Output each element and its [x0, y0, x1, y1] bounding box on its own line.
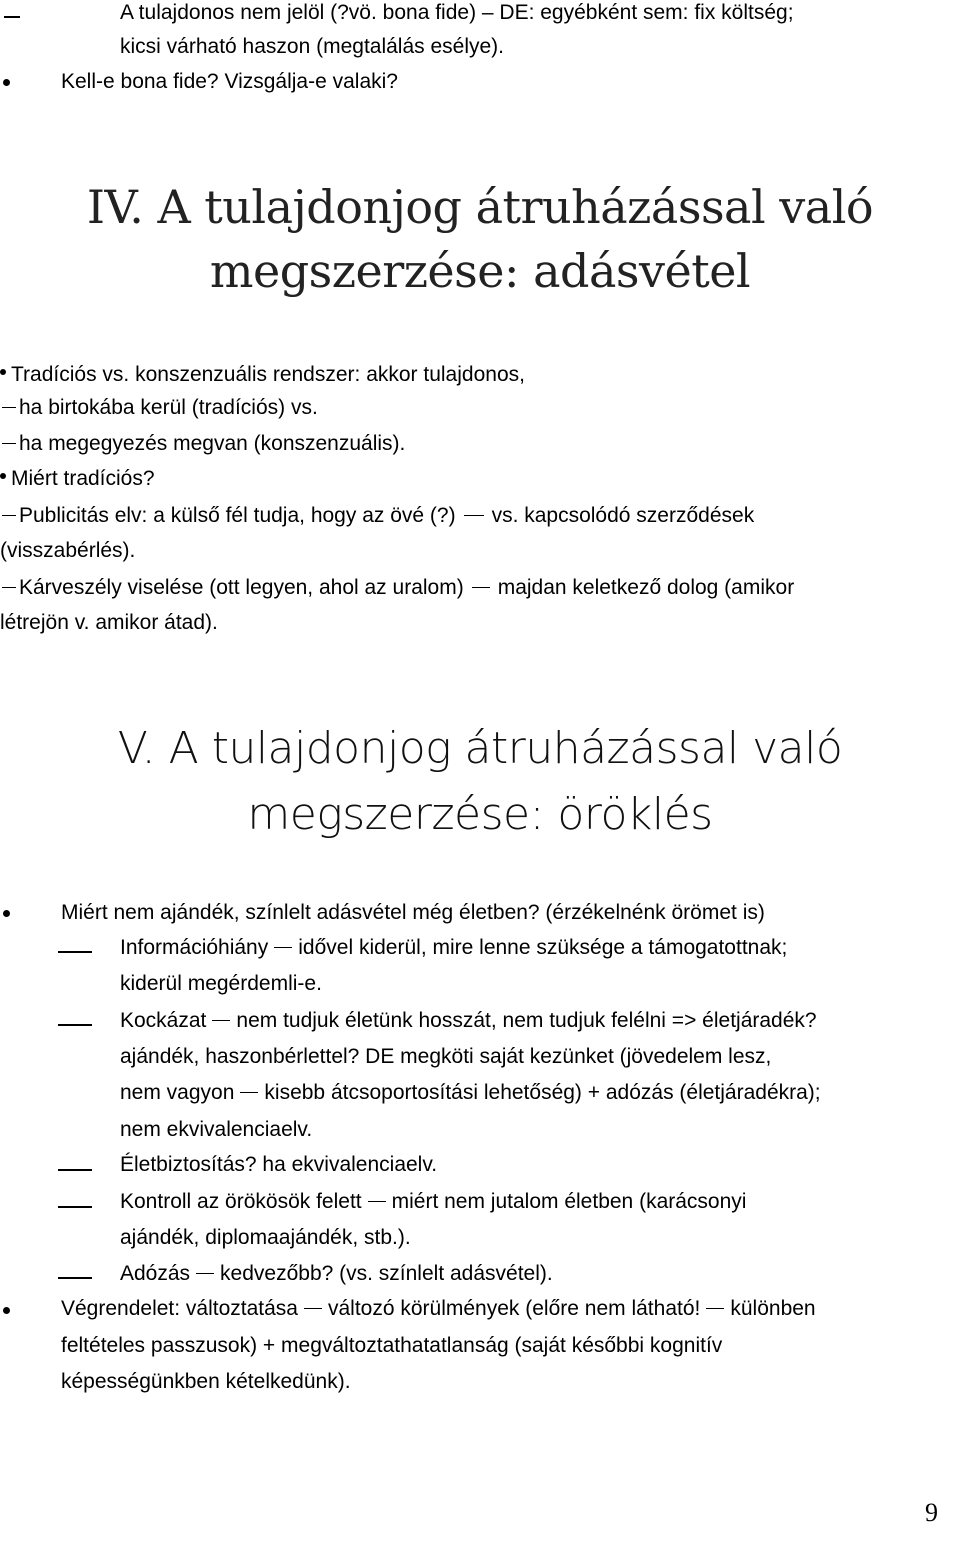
section-heading: megszerzése: öröklés [247, 789, 713, 840]
list-dash [58, 1024, 92, 1026]
text-line [0, 394, 318, 422]
text-line [120, 1007, 817, 1035]
text-line [0, 465, 155, 493]
dash [368, 1201, 386, 1203]
list-dash [58, 1169, 92, 1171]
text-span: Kontroll az örökösök felett [120, 1190, 362, 1213]
list-bullet [3, 79, 10, 86]
text-span: változó körülmények (előre nem látható! [328, 1297, 701, 1320]
dash [212, 1020, 230, 1022]
text-span: Kárveszély viselése (ott legyen, ahol az uralom) [19, 576, 464, 599]
list-dash [2, 443, 16, 445]
list-bullet [0, 473, 6, 479]
text-line: Életbiztosítás? ha ekvivalenciaelv. [120, 1153, 438, 1176]
text-span: ha birtokába kerül (tradíciós) vs. [19, 396, 318, 419]
dash [274, 947, 292, 949]
text-span: kedvezőbb? (vs. színlelt adásvétel). [220, 1262, 553, 1285]
text-span: majdan keletkező dolog (amikor [497, 576, 795, 599]
list-bullet [3, 910, 10, 917]
dash [240, 1092, 258, 1094]
text-span: miért nem jutalom életben (karácsonyi [391, 1190, 747, 1213]
text-line: (visszabérlés). [0, 539, 136, 562]
text-line [0, 574, 794, 602]
text-line: feltételes passzusok) + megváltoztathatatlanság (saját későbbi kognitív [61, 1334, 723, 1357]
text-line: kicsi várható haszon (megtalálás esélye). [120, 35, 505, 58]
text-line [120, 1188, 746, 1216]
list-dash [58, 1206, 92, 1208]
list-dash [2, 587, 16, 589]
text-line [120, 934, 787, 962]
text-span: Kockázat [120, 1009, 207, 1032]
dash [464, 515, 484, 517]
text-span: ha megegyezés megvan (konszenzuális). [19, 432, 406, 455]
text-span: nem vagyon [120, 1081, 235, 1104]
list-dash [58, 1277, 92, 1279]
text-line [120, 1079, 821, 1107]
list-dash [4, 16, 20, 18]
section-heading: IV. A tulajdonjog átruházással való [86, 180, 874, 234]
text-line: kiderül megérdemli-e. [120, 972, 322, 995]
list-dash [2, 407, 16, 409]
text-line [0, 430, 405, 458]
section-heading: V. A tulajdonjog átruházással való [117, 723, 843, 774]
dash [472, 587, 490, 589]
text-span: Miért tradíciós? [11, 467, 155, 490]
text-line [0, 502, 754, 530]
text-line: képességünkben kételkedünk). [61, 1370, 351, 1393]
text-line [120, 1260, 553, 1288]
text-span: Végrendelet: változtatása [61, 1297, 298, 1320]
text-line: A tulajdonos nem jelöl (?vö. bona fide) – DE: egyébként sem: fix költség; [120, 1, 794, 24]
dash [304, 1308, 322, 1310]
text-span: Publicitás elv: a külső fél tudja, hogy az övé (?) [19, 504, 456, 527]
text-span: Információhiány [120, 936, 269, 959]
text-line: létrejön v. amikor átad). [0, 611, 218, 634]
list-bullet [0, 369, 6, 375]
text-line [61, 1295, 816, 1323]
text-span: Adózás [120, 1262, 191, 1285]
text-span: nem tudjuk életünk hosszát, nem tudjuk felélni => életjáradék? [236, 1009, 817, 1032]
dash [196, 1273, 214, 1275]
text-span: különben [730, 1297, 816, 1320]
text-span: kisebb átcsoportosítási lehetőség) + adózás (életjáradékra); [264, 1081, 821, 1104]
list-dash [2, 515, 16, 517]
section-heading: megszerzése: adásvétel [209, 244, 751, 298]
text-span: vs. kapcsolódó szerződések [491, 504, 755, 527]
page-number: 9 [925, 1498, 938, 1527]
text-line: Miért nem ajándék, színlelt adásvétel még életben? (érzékelnénk örömet is) [61, 901, 765, 924]
text-line: ajándék, diplomaajándék, stb.). [120, 1226, 411, 1249]
text-line: ajándék, haszonbérlettel? DE megköti saját kezünket (jövedelem lesz, [120, 1045, 772, 1068]
list-dash [58, 951, 92, 953]
text-line [0, 361, 525, 389]
list-bullet [3, 1307, 10, 1314]
text-line: nem ekvivalenciaelv. [120, 1118, 313, 1141]
text-span: Tradíciós vs. konszenzuális rendszer: akkor tulajdonos, [11, 363, 525, 386]
dash [706, 1308, 724, 1310]
text-span: idővel kiderül, mire lenne szüksége a támogatottnak; [298, 936, 788, 959]
text-line: Kell-e bona fide? Vizsgálja-e valaki? [61, 70, 398, 93]
